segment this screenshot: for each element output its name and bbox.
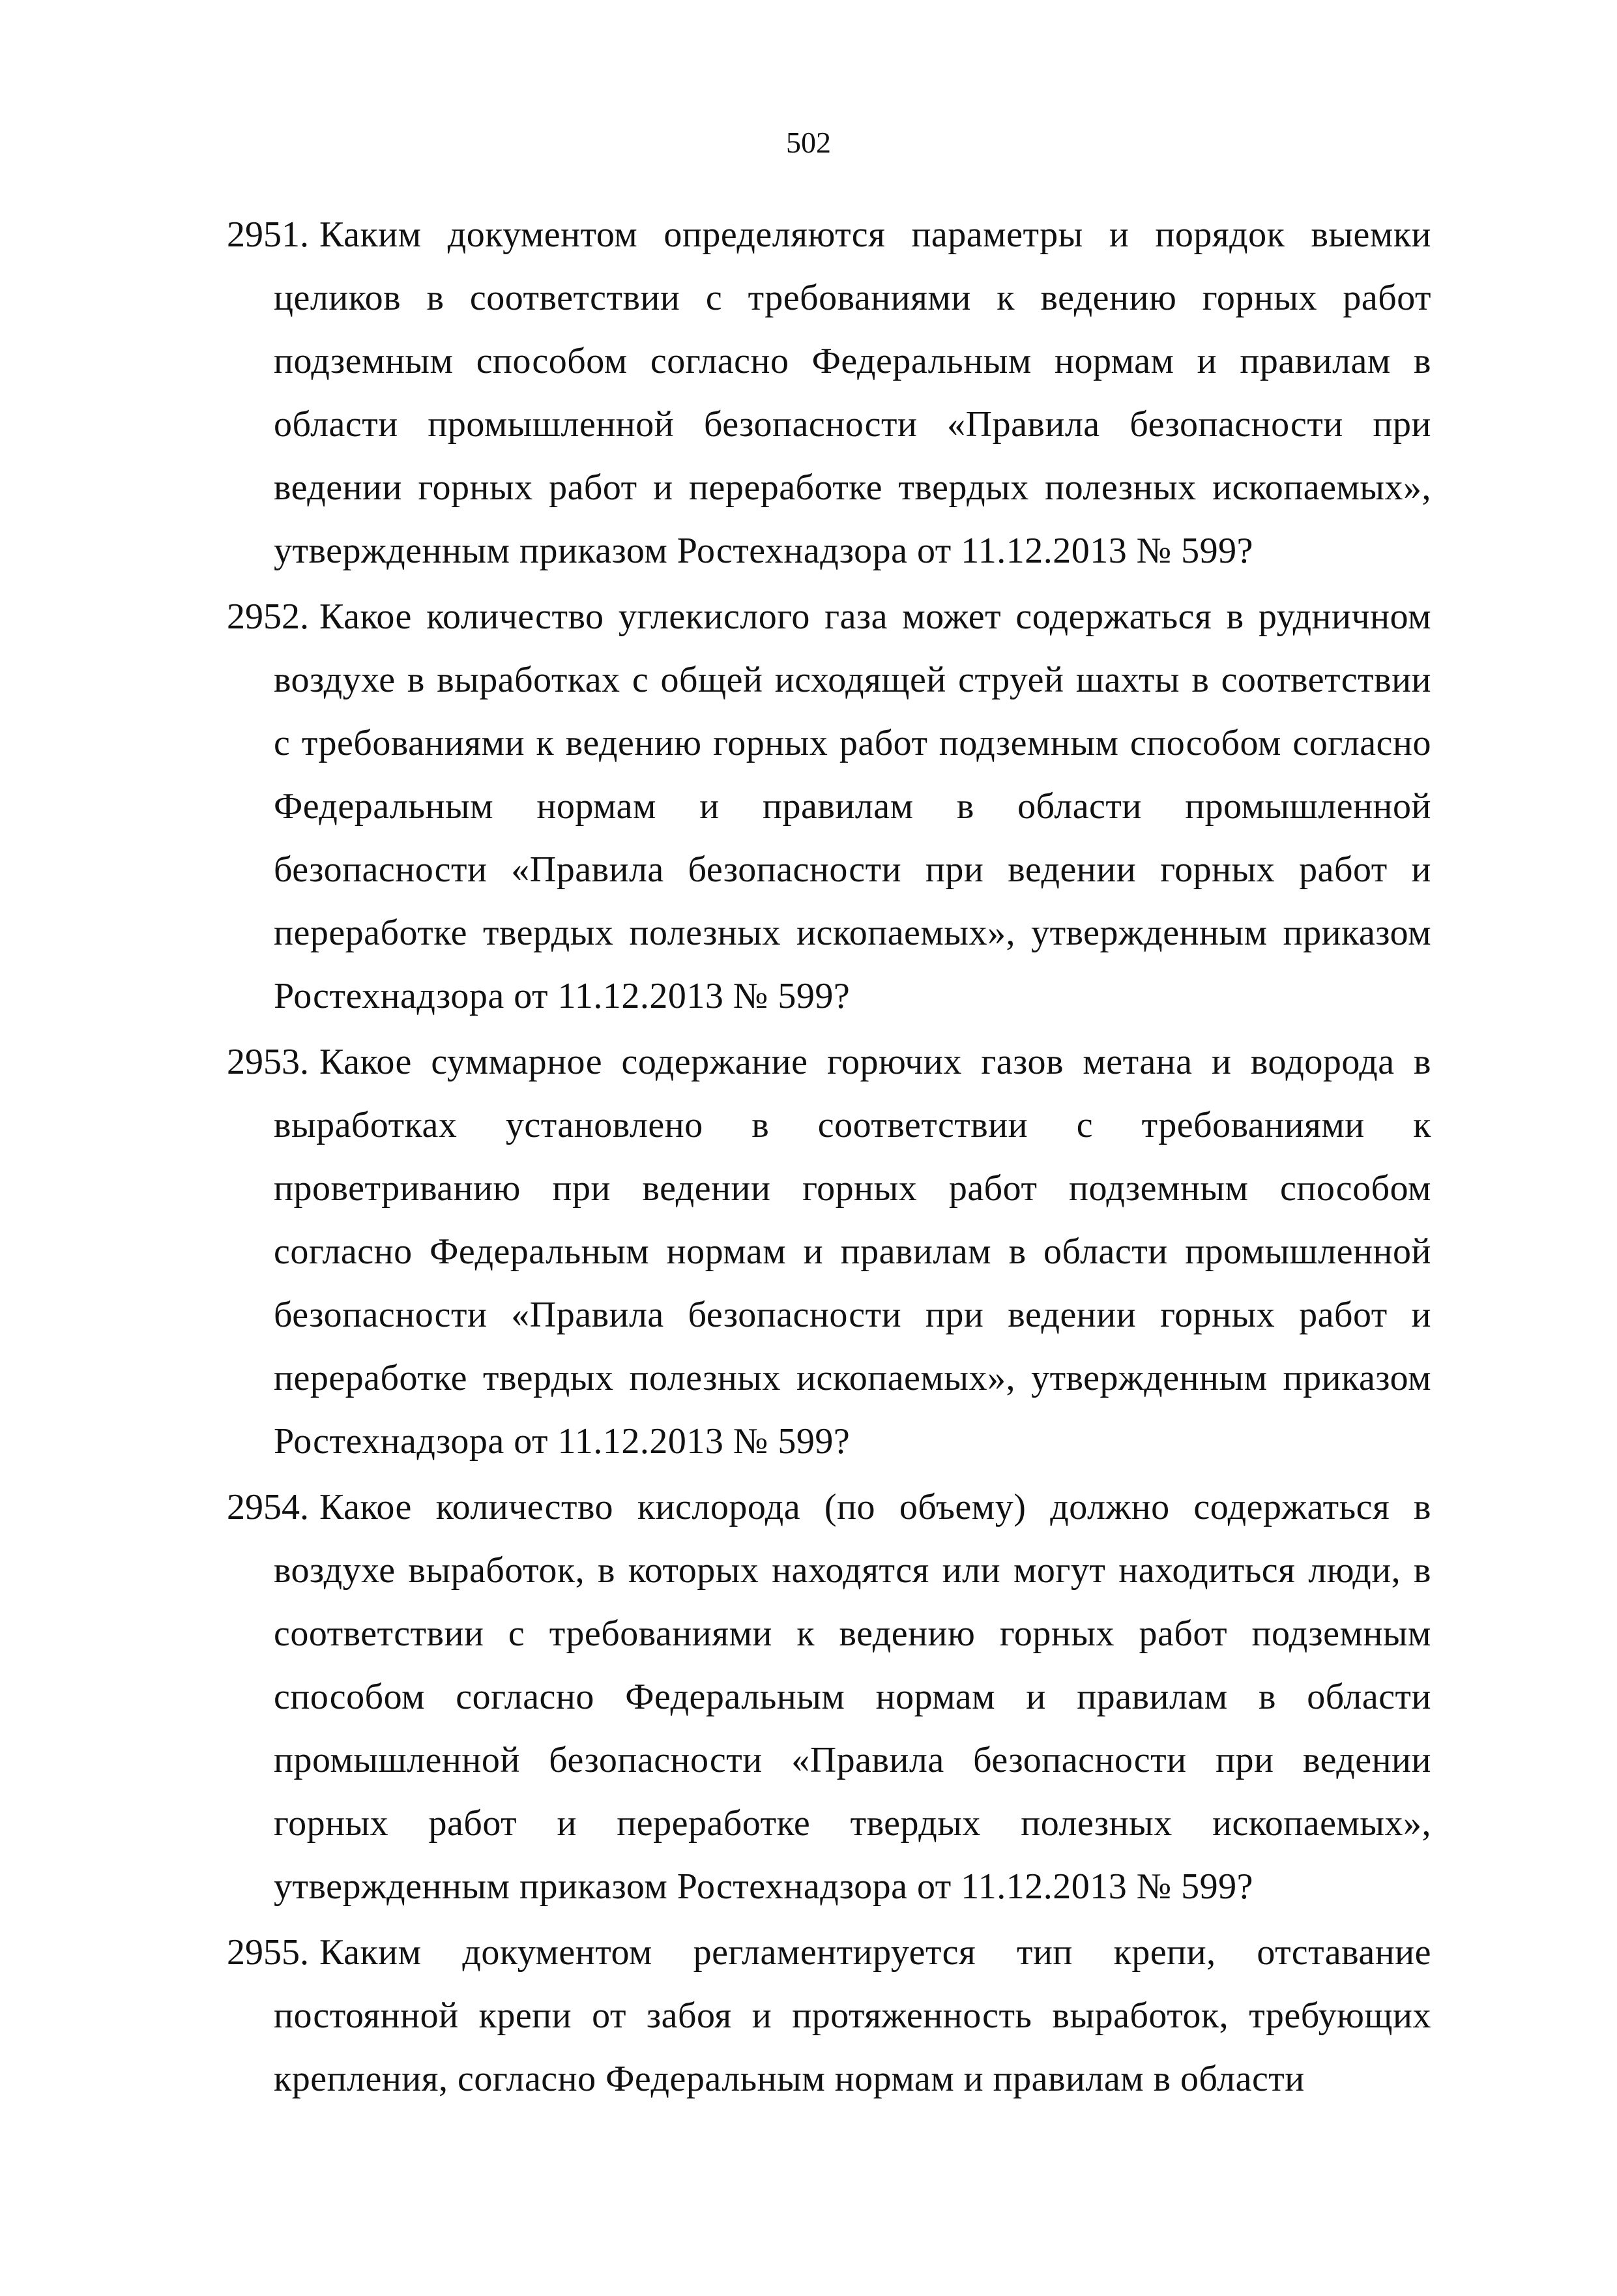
- question-text: Каким документом определяются параметры и порядок выемки целиков в соответствии с требованиями к ведению горных работ подземным способом согласно Федеральным нормам и правилам в области промышленной безопасности «Правила безопасности при ведении горных работ и переработке твердых полезных ископаемых», утвержденным приказом Ростехнадзора от 11.12.2013 № 599?: [274, 214, 1431, 571]
- question-text: Какое количество углекислого газа может содержаться в рудничном воздухе в выработках с общей исходящей струей шахты в соответствии с требованиями к ведению горных работ подземным способом согласно Федеральным нормам и правилам в области промышленной безопасности «Правила безопасности при ведении горных работ и переработке твердых полезных ископаемых», утвержденным приказом Ростехнадзора от 11.12.2013 № 599?: [274, 596, 1431, 1016]
- question-number: 2954.: [227, 1487, 309, 1527]
- question-item: [227, 1921, 1431, 2111]
- question-number: 2953.: [227, 1042, 309, 1082]
- question-text: Какое суммарное содержание горючих газов метана и водорода в выработках установлено в соответствии с требованиями к проветриванию при ведении горных работ подземным способом согласно Федеральным нормам и правилам в области промышленной безопасности «Правила безопасности при ведении горных работ и переработке твердых полезных ископаемых», утвержденным приказом Ростехнадзора от 11.12.2013 № 599?: [274, 1042, 1431, 1462]
- question-number: 2951.: [227, 214, 309, 255]
- question-text: Каким документом регламентируется тип крепи, отставание постоянной крепи от забоя и протяженность выработок, требующих крепления, согласно Федеральным нормам и правилам в области: [274, 1932, 1431, 2099]
- question-list: [227, 203, 1431, 2113]
- question-item: [227, 203, 1431, 583]
- page-number: 502: [786, 126, 831, 159]
- question-item: [227, 1031, 1431, 1473]
- question-text: Какое количество кислорода (по объему) должно содержаться в воздухе выработок, в которых находятся или могут находиться люди, в соответствии с требованиями к ведению горных работ подземным способом согласно Федеральным нормам и правилам в области промышленной безопасности «Правила безопасности при ведении горных работ и переработке твердых полезных ископаемых», утвержденным приказом Ростехнадзора от 11.12.2013 № 599?: [274, 1487, 1431, 1907]
- question-item: [227, 585, 1431, 1028]
- question-item: [227, 1476, 1431, 1919]
- question-number: 2955.: [227, 1932, 309, 1973]
- question-number: 2952.: [227, 596, 309, 637]
